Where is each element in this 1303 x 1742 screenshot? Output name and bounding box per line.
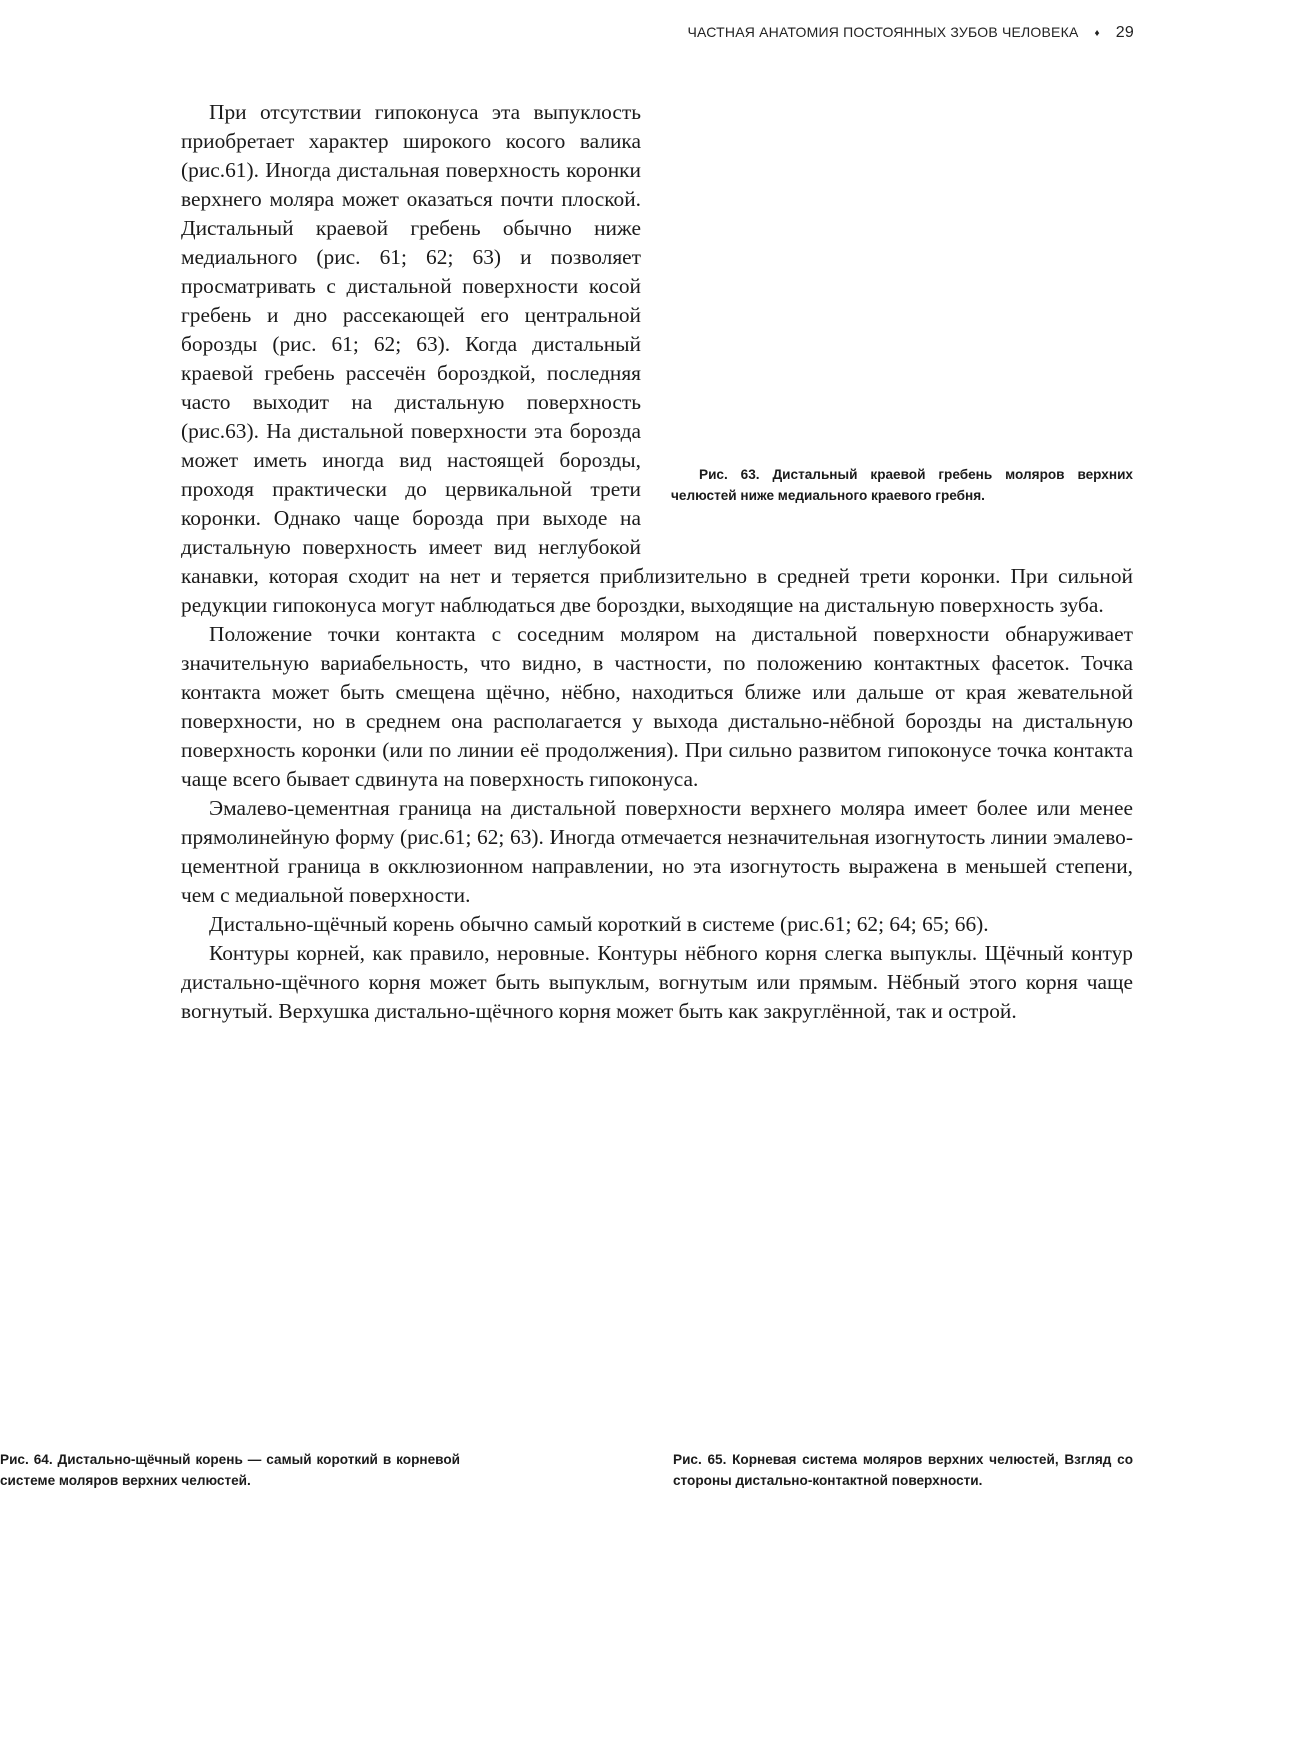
running-title: ЧАСТНАЯ АНАТОМИЯ ПОСТОЯННЫХ ЗУБОВ ЧЕЛОВЕКА <box>687 24 1079 40</box>
figure-64-image <box>181 1000 641 1290</box>
running-header <box>560 24 1134 42</box>
diamond-separator-icon: ♦ <box>1094 28 1100 39</box>
paragraph-3: Эмалево-цементная граница на дистальной поверхности верхнего моляра имеет более или менее прямолинейную форму (рис.61; 62; 63). Иногда отмечается незначительная изогнутость линии эмалево-цементной граница в окклюзионном направлении, но эта изогнутость выражена в меньшей степени, чем с медиальной поверхности. <box>181 796 1133 907</box>
figure-64-caption: Рис. 64. Дистально-щёчный корень — самый короткий в корневой системе моляров верхних челюстей. <box>0 1452 460 1488</box>
paragraph-4: Дистально-щёчный корень обычно самый короткий в системе (рис.61; 62; 64; 65; 66). <box>209 912 989 936</box>
figure-63 <box>671 98 1133 554</box>
figure-63-caption: Рис. 63. Дистальный краевой гребень моляров верхних челюстей ниже медиального краевого гребня. <box>671 467 1133 503</box>
paragraph-1: При отсутствии гипоконуса эта выпуклость приобретает характер широкого косого валика (рис.61). Иногда дистальная поверхность коронки верхнего моляра может оказаться почти плоской. Дистальный краевой гребень обычно ниже медиального (рис. 61; 62; 63) и позволяет просматривать с дистальной поверхности косой гребень и дно рассекающей его центральной борозды (рис. 61; 62; 63). Когда дистальный краевой гребень рассечён бороздкой, последняя часто выходит на дистальную поверхность (рис.63). На дистальной поверхности эта борозда может иметь иногда вид настоящей борозды, проходя практически до цервикальной трети коронки. Однако чаще борозда при выходе на дистальную поверхность имеет вид неглубокой канавки, которая сходит на нет и теряется приблизительно в средней трети коронки. При сильной редукции гипоконуса могут наблюдаться две бороздки, выходящие на дистальную поверхность зуба. <box>181 100 1133 617</box>
paragraph-2: Положение точки контакта с соседним моляром на дистальной поверхности обнаруживает значительную вариабельность, что видно, в частности, по положению контактных фасеток. Точка контакта может быть смещена щёчно, нёбно, находиться ближе или дальше от края жевательной поверхности, но в среднем она располагается у выхода дистально-нёбной борозды на дистальную поверхность коронки (или по линии её продолжения). При сильно развитом гипоконусе точка контакта чаще всего бывает сдвинута на поверхность гипоконуса. <box>181 622 1133 791</box>
figure-row <box>181 1000 1133 1320</box>
figure-65-caption: Рис. 65. Корневая система моляров верхних челюстей, Взгляд со стороны дистально-контактной поверхности. <box>673 1452 1133 1488</box>
main-text <box>181 98 1133 1026</box>
figure-63-image <box>671 98 1133 458</box>
paragraph-5: Контуры корней, как правило, неровные. Контуры нёбного корня слегка выпуклы. Щёчный контур дистально-щёчного корня может быть выпуклым, вогнутым или прямым. Нёбный этого корня чаще вогнутый. Верхушка дистально-щёчного корня может быть как закруглённой, так и острой. <box>181 941 1133 1023</box>
figure-65-image <box>673 1000 1133 1290</box>
page-number: 29 <box>1115 24 1134 41</box>
